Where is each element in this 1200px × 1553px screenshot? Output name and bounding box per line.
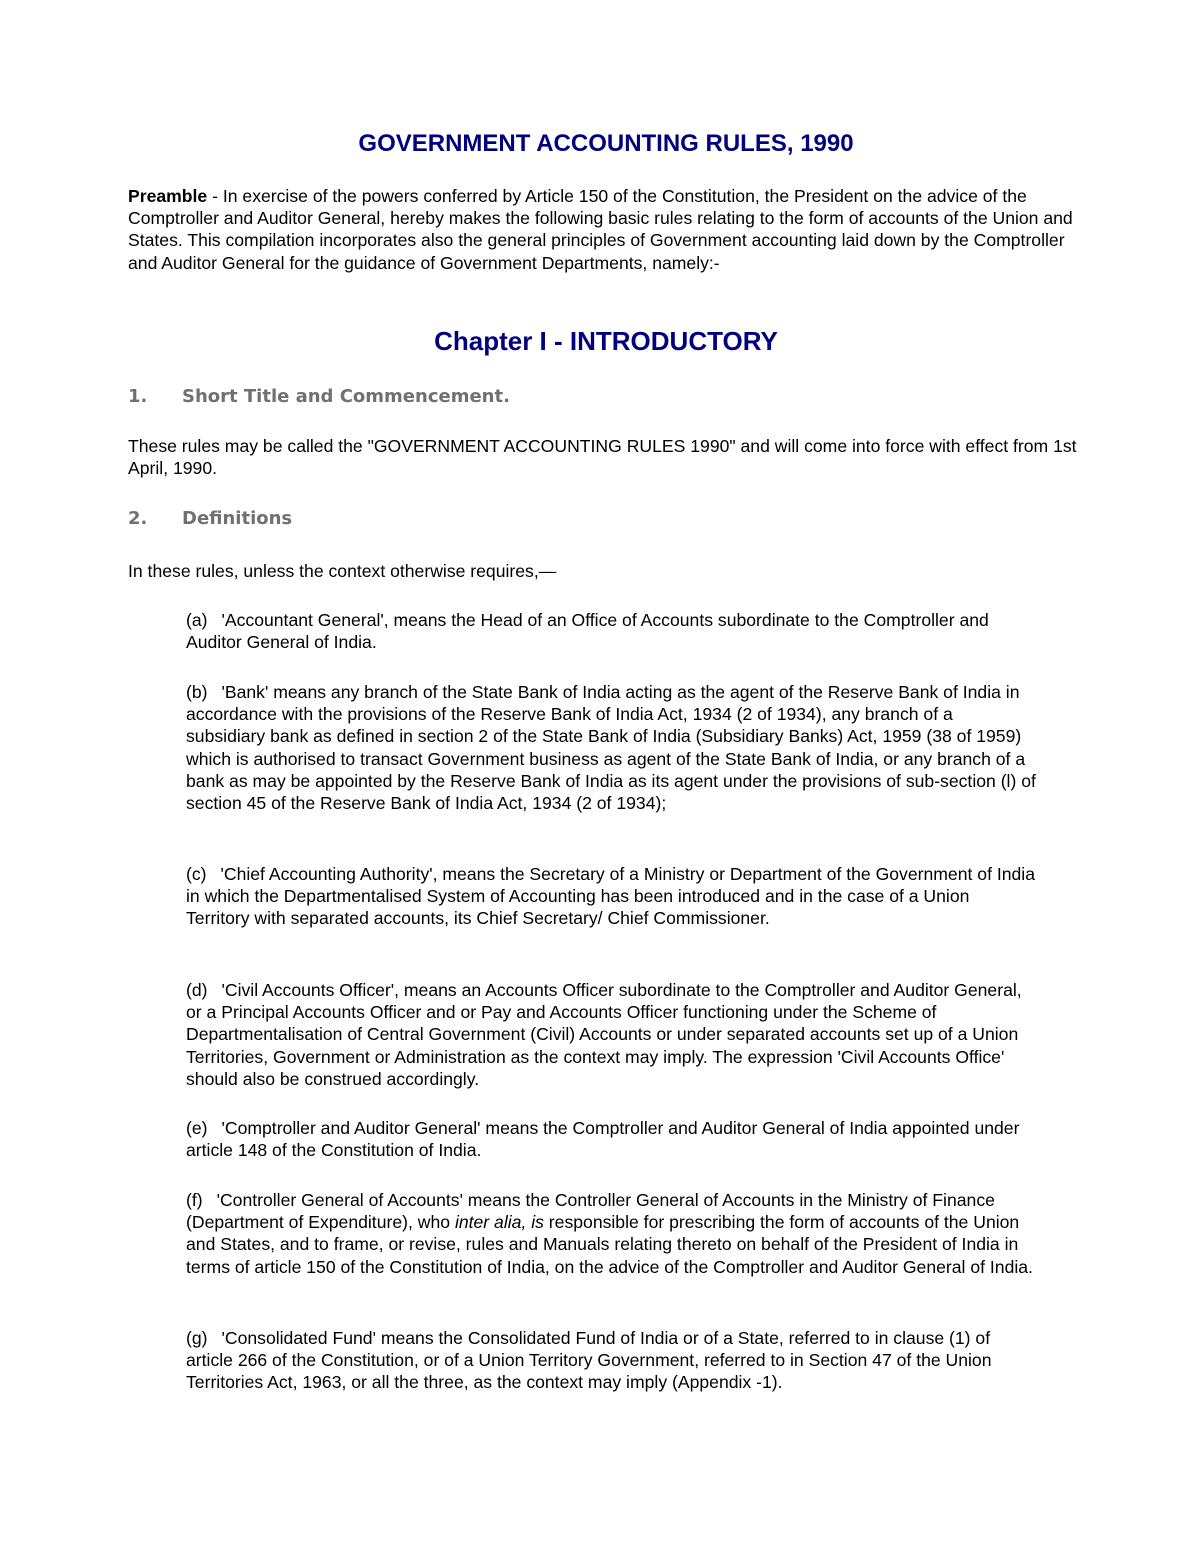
definition-text: 'Chief Accounting Authority', means the Secretary of a Ministry or Department of the Government of India in which the Departmentalised System of Accounting has been introduced and in the case of a Union Territory with separated accounts, its Chief Secretary/ Chief Commissioner. [186, 864, 1035, 929]
definition-italic-text: inter alia, is [454, 1212, 544, 1233]
definition-text: 'Comptroller and Auditor General' means the Comptroller and Auditor General of India appointed under article 148 of the Constitution of India. [186, 1118, 1020, 1161]
definition-label: (a) [186, 610, 208, 630]
definition-b [186, 681, 1036, 814]
definition-label: (d) [186, 980, 208, 1000]
chapter-title: Chapter I - INTRODUCTORY [434, 326, 778, 356]
definition-text: 'Consolidated Fund' means the Consolidated Fund of India or of a State, referred to in clause (1) of article 266 of the Constitution, or of a Union Territory Government, referred to in Section 47 of the Union Territories Act, 1963, or all the three, as the context may imply (Appendix -1). [186, 1328, 992, 1393]
definition-text: 'Bank' means any branch of the State Bank of India acting as the agent of the Reserve Bank of India in accordance with the provisions of the Reserve Bank of India Act, 1934 (2 of 1934), any branch of a subsidiary bank as defined in section 2 of the State Bank of India (Subsidiary Banks) Act, 1959 (38 of 1959) which is authorised to transact Government business as agent of the State Bank of India, or any branch of a bank as may be appointed by the Reserve Bank of India as its agent under the provisions of sub-section (l) of section 45 of the Reserve Bank of India Act, 1934 (2 of 1934); [186, 682, 1036, 814]
definition-text: 'Accountant General', means the Head of an Office of Accounts subordinate to the Comptroller and Auditor General of India. [186, 610, 989, 653]
definition-label: (c) [186, 864, 207, 884]
section-heading-definitions [128, 507, 292, 531]
preamble-text: - In exercise of the powers conferred by Article 150 of the Constitution, the President on the advice of the Comptroller and Auditor General, hereby makes the following basic rules relating to the form of accounts of the Union and States. This compilation incorporates also the general principles of Government accounting laid down by the Comptroller and Auditor General for the guidance of Government Departments, namely:- [128, 186, 1073, 273]
preamble-lead: Preamble [128, 186, 208, 206]
section-text-short-title: These rules may be called the "GOVERNMENT ACCOUNTING RULES 1990" and will come into force with effect from 1st April, 1990. [128, 436, 1077, 479]
definition-f [186, 1189, 1036, 1278]
definition-d [186, 979, 1036, 1090]
definition-text: 'Civil Accounts Officer', means an Accounts Officer subordinate to the Comptroller and Auditor General, or a Principal Accounts Officer and or Pay and Accounts Officer functioning under the Scheme of Departmentalisation of Central Government (Civil) Accounts or under separated accounts set up of a Union Territories, Government or Administration as the context may imply. The expression 'Civil Accounts Office' should also be construed accordingly. [186, 980, 1022, 1089]
definition-label: (e) [186, 1118, 208, 1138]
section-heading-text: Short Title and Commencement. [182, 386, 510, 407]
definition-a [186, 609, 1036, 653]
definition-text-continued: responsible for prescribing the form of accounts of the Union and States, and to frame, or revise, rules and Manuals relating thereto on behalf of the President of India in terms of article 150 of the Constitution of India, on the advice of the Comptroller and Auditor General of India. [186, 1212, 1033, 1277]
definition-e [186, 1117, 1036, 1161]
document-title: GOVERNMENT ACCOUNTING RULES, 1990 [358, 130, 854, 157]
definition-text: 'Controller General of Accounts' means the Controller General of Accounts in the Ministry of Finance (Department of Expenditure), who [186, 1190, 995, 1233]
definition-g [186, 1327, 1036, 1394]
definition-c [186, 863, 1036, 930]
definition-label: (b) [186, 682, 208, 702]
section-heading-short-title [128, 385, 510, 409]
section-number: 1. [128, 386, 148, 407]
definition-label: (g) [186, 1328, 208, 1348]
section-number: 2. [128, 508, 148, 529]
section-text-definitions: In these rules, unless the context otherwise requires,— [128, 561, 557, 581]
section-heading-text: Definitions [182, 508, 293, 529]
definition-label: (f) [186, 1190, 203, 1210]
preamble-paragraph [128, 185, 1080, 274]
